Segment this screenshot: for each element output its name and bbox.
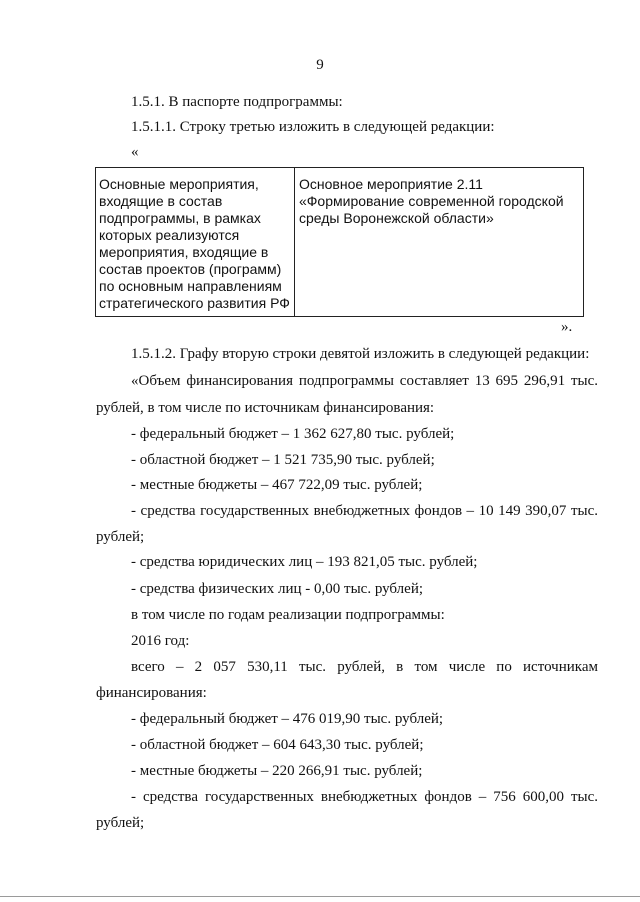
table-cell-right <box>295 168 583 316</box>
list-item-offbudget-2016-line-2: рублей; <box>96 815 145 831</box>
table-cell-right-text: Основное мероприятие 2.11 «Формирование современной городской среды Воронежской области» <box>299 176 564 226</box>
scan-bottom-edge <box>0 896 640 897</box>
list-item-federal-total: - федеральный бюджет – 1 362 627,80 тыс. рублей; <box>131 426 455 442</box>
list-item-offbudget-total-line-2: рублей; <box>96 529 145 545</box>
total-financing-line-1: «Объем финансирования подпрограммы составляет 13 695 296,91 тыс. <box>131 373 598 389</box>
page-number: 9 <box>316 57 324 73</box>
quote-open-mark: « <box>131 144 139 160</box>
list-item-legal-entities-total: - средства юридических лиц – 193 821,05 тыс. рублей; <box>131 554 478 570</box>
list-item-regional-total: - областной бюджет – 1 521 735,90 тыс. рублей; <box>131 452 435 468</box>
list-item-federal-2016: - федеральный бюджет – 476 019,90 тыс. рублей; <box>131 711 444 727</box>
list-item-local-2016: - местные бюджеты – 220 266,91 тыс. рублей; <box>131 763 423 779</box>
year-2016-total-line-2: финансирования: <box>96 685 207 701</box>
list-item-individuals-total: - средства физических лиц - 0,00 тыс. рублей; <box>131 581 424 597</box>
table-cell-left <box>96 168 295 316</box>
year-2016-heading: 2016 год: <box>131 633 190 649</box>
list-item-offbudget-2016-line-1: - средства государственных внебюджетных фондов – 756 600,00 тыс. <box>131 789 598 805</box>
table-cell-left-text: Основные мероприятия, входящие в состав подпрограммы, в рамках которых реализуются мероприятия, входящие в состав проектов (программ) по основным направлениям стратегического развития РФ <box>99 176 290 311</box>
quote-close-mark: ». <box>561 319 573 335</box>
heading-1-5-1: 1.5.1. В паспорте подпрограммы: <box>131 94 343 110</box>
by-years-intro: в том числе по годам реализации подпрограммы: <box>131 607 445 623</box>
list-item-regional-2016: - областной бюджет – 604 643,30 тыс. рублей; <box>131 737 424 753</box>
heading-1-5-1-1: 1.5.1.1. Строку третью изложить в следующей редакции: <box>131 119 495 135</box>
heading-1-5-1-2: 1.5.1.2. Графу вторую строки девятой изложить в следующей редакции: <box>131 346 590 362</box>
passport-table <box>95 167 584 317</box>
year-2016-total-line-1: всего – 2 057 530,11 тыс. рублей, в том числе по источникам <box>131 659 598 675</box>
list-item-offbudget-total-line-1: - средства государственных внебюджетных фондов – 10 149 390,07 тыс. <box>131 503 598 519</box>
list-item-local-total: - местные бюджеты – 467 722,09 тыс. рублей; <box>131 477 423 493</box>
total-financing-line-2: рублей, в том числе по источникам финансирования: <box>96 400 435 416</box>
